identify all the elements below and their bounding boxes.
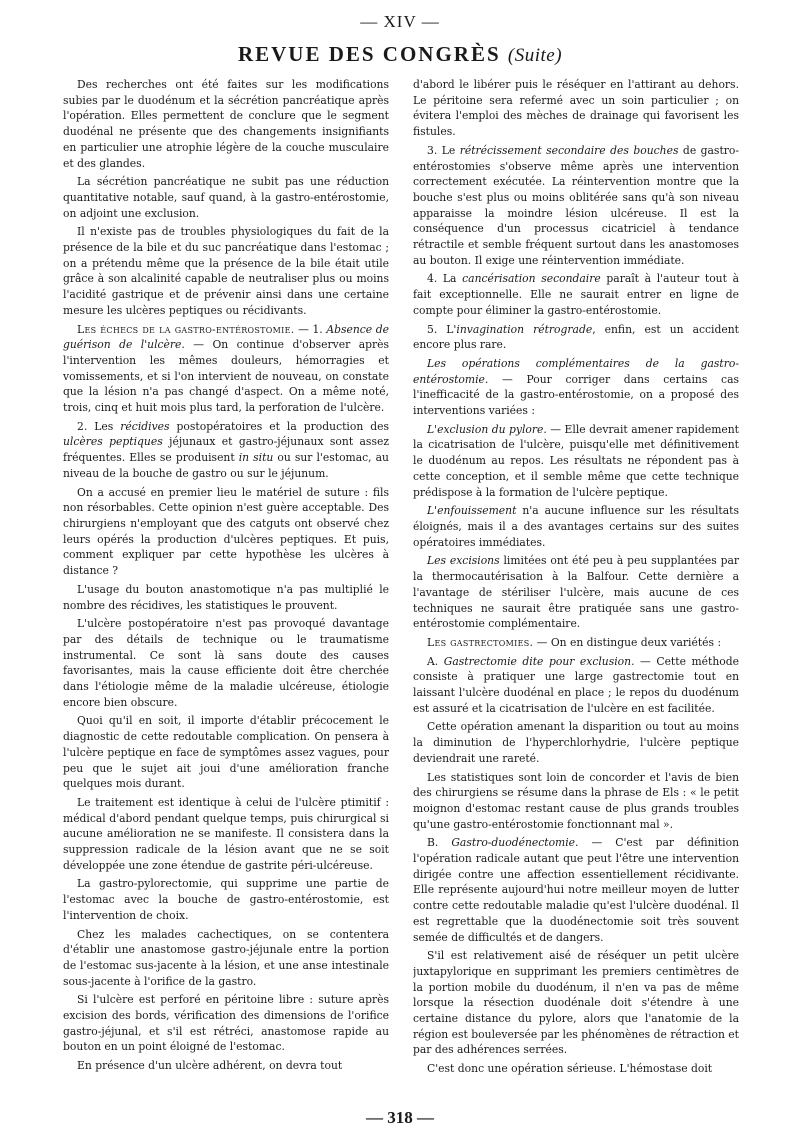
text-run: — C'est par définition l'opération radicale autant que peut l'être une intervention dirigée contre une affection essentiellement récidivante. Elle représente aujourd'hui notre meilleur moyen de lutter contre cette redoutable maladie qu'est l'ulcère duodénal. Il est regrettable que la duodénectomie soit très souvent semée de difficultés et de dangers. — [413, 836, 739, 944]
text-run: ou sur l'estomac, au niveau de la bouche de gastro ou sur le jéjunum. — [63, 451, 389, 480]
text-run: A. — [427, 654, 444, 668]
italic-run: invagination rétrograde — [456, 322, 593, 336]
italic-run: cancérisation secondaire — [462, 272, 601, 286]
paragraph — [413, 322, 739, 353]
paragraph — [413, 654, 739, 717]
paragraph — [63, 419, 389, 482]
italic-run: Absence de guérison de l'ulcère. — [63, 322, 389, 352]
paragraph: S'il est relativement aisé de réséquer un petit ulcère juxtapylorique en supprimant les premiers centimètres de la portion mobile du duodénum, il n'en va pas de même lorsque la résection duodénale doit s'étendre à une certaine distance du pylore, alors que l'anatomie de la région est bouleversée par les phénomènes de rétraction et par des adhérences serrées. — [413, 949, 739, 1057]
paragraph: Il n'existe pas de troubles physiologiques du fait de la présence de la bile et du suc pancréatique dans l'estomac ; on a prétendu même que la présence de la bile était utile grâce à son alcalinité capable de neutraliser plus ou moins l'acidité gastrique et de prévenir ainsi dans une certaine mesure les ulcères peptiques ou récidivants. — [63, 225, 389, 317]
paragraph: Si l'ulcère est perforé en péritoine libre : suture après excision des bords, vérification des dimensions de l'orifice gastro-jéjunal, et s'il est rétréci, anastomose rapide au bouton en un point éloigné de l'estomac. — [63, 993, 389, 1054]
running-head — [0, 42, 800, 68]
text-run: — On continue d'observer après l'intervention les mêmes douleurs, hémorragies et vomissements, et si l'on intervient de nouveau, on constate que la lésion n'a pas changé d'aspect. On a même noté, trois, cinq et huit mois plus tard, la perforation de l'ulcère. — [63, 338, 389, 415]
paragraph — [413, 553, 739, 632]
page-title: REVUE DES CONGRÈS — [237, 42, 501, 66]
text-run: n'a aucune influence sur les résultats éloignés, mais il a des avantages certains sur des suites opératoires immédiates. — [413, 504, 739, 549]
text-run: 5. L' — [427, 322, 457, 336]
italic-run: in situ — [238, 451, 274, 465]
paragraph: La gastro-pylorectomie, qui supprime une partie de l'estomac avec la bouche de gastro-entérostomie, est l'intervention de choix. — [63, 877, 389, 922]
paragraph — [63, 322, 389, 416]
paragraph: C'est donc une opération sérieuse. L'hémostase doit — [427, 1062, 713, 1076]
paragraph: Cette opération amenant la disparition ou tout au moins la diminution de l'hyperchlorhydrie, l'ulcère peptique deviendrait une rareté. — [413, 720, 739, 765]
text-run: — Pour corriger dans certains cas l'inefficacité de la gastro-entérostomie, on a proposé des interventions variées : — [413, 372, 739, 418]
paragraph: Le traitement est identique à celui de l'ulcère ptimitif : médical d'abord pendant quelque temps, puis chirurgical si aucune amélioration ne se manifeste. Il consistera dans la suppression radicale de la lésion avant que ne se soit développée une zone étendue de gastrite péri-ulcéreuse. — [63, 795, 389, 872]
italic-run: Les opérations complémentaires de la gastro-entérostomie. — [413, 356, 739, 386]
text-run: , enfin, est un accident encore plus rare. — [413, 322, 739, 352]
text-run: jéjunaux et gastro-jéjunaux sont assez fréquentes. Elles se produisent — [63, 435, 389, 465]
paragraph: d'abord le libérer puis le réséquer en l'attirant au dehors. Le péritoine sera refermé avec un soin particulier ; on évitera l'emploi des mèches de drainage qui favorisent les fistules. — [413, 78, 739, 139]
text-run: 1. — [312, 322, 327, 336]
section-heading: Les échecs de la gastro-entérostomie. — [77, 322, 295, 336]
italic-run: rétrécissement secondaire des bouches — [459, 143, 679, 157]
section-heading: Les gastrectomies. — [427, 635, 534, 649]
right-column — [413, 77, 739, 1082]
text-run: — On en distingue deux variétés : — [533, 635, 722, 649]
text-run: postopératoires et la production des — [169, 419, 389, 433]
paragraph: On a accusé en premier lieu le matériel de suture : fils non résorbables. Cette opinion n'est guère acceptable. Des chirurgiens n'employant que des catguts ont observé chez leurs opérés la production d'ulcères peptiques. Et puis, comment expliquer par cette hypothèse les ulcères à distance ? — [63, 485, 389, 578]
italic-run: récidives — [120, 419, 170, 433]
paragraph — [413, 422, 739, 501]
paragraph: L'ulcère postopératoire n'est pas provoqué davantage par des détails de technique ou le traumatisme instrumental. Ce sont là sans doute des causes favorisantes, mais la cause efficiente doit être cherchée dans l'étiologie même de la maladie ulcéreuse, étiologie encore bien obscure. — [63, 617, 389, 709]
italic-run: Gastrectomie dite pour exclusion. — [443, 654, 635, 668]
paragraph: Quoi qu'il en soit, il importe d'établir précocement le diagnostic de cette redoutable complication. On pensera à l'ulcère peptique en face de symptômes assez vagues, pour peu que le sujet ait joui d'une amélioration franche quelques mois durant. — [63, 714, 389, 791]
folio-roman: — XIV — — [360, 12, 440, 31]
text-run: — Cette méthode consiste à pratiquer une large gastrectomie tout en laissant l'ulcère duodénal en place ; le repos du duodénum est assuré et la cicatrisation de l'ulcère en est facilitée. — [413, 654, 739, 715]
paragraph: Chez les malades cachectiques, on se contentera d'établir une anastomose gastro-jéjunale entre la portion de l'estomac sus-jacente à la lésion, et une anse intestinale sous-jacente à l'orifice de la gastro. — [63, 927, 389, 988]
paragraph — [413, 356, 739, 419]
paragraph — [413, 143, 739, 269]
text-run: de gastro-entérostomies s'observe même après une intervention correctement exécutée. La réintervention montre que la bouche s'est plus ou moins oblitérée sans qu'à son niveau apparaisse la moindre lésion ulcéreuse. Il est la conséquence d'un processus cicatriciel à tendance rétractile et semble fréquent surtout dans les anastomoses au bouton. Il exige une réintervention immédiate. — [413, 143, 739, 267]
paragraph — [413, 271, 739, 318]
text-run: paraît à l'auteur tout à fait exceptionnelle. Elle ne saurait entrer en ligne de compte pour éliminer la gastro-entérostomie. — [413, 272, 739, 317]
paragraph: Des recherches ont été faites sur les modifications subies par le duodénum et la sécrétion pancréatique après l'opération. Elles permettent de conclure que le segment duodénal ne présente que des changements insignifiants en particulier une atrophie légère de la couche musculaire et des glandes. — [63, 78, 389, 170]
page-number: — 318 — — [366, 1108, 434, 1127]
text-run: limitées ont été peu à peu supplantées par la thermocautérisation à la Balfour. Cette dernière a l'avantage de stériliser l'ulcère, mais aucune de ces techniques ne saurait être pratiquée sans une gastro-entérostomie complémentaire. — [413, 554, 739, 631]
text-run: — — [294, 322, 313, 336]
italic-run: L'exclusion du pylore. — [427, 422, 547, 436]
paragraph: En présence d'un ulcère adhérent, on devra tout — [77, 1059, 343, 1073]
text-run: 2. Les — [77, 419, 121, 433]
italic-run: Les excisions — [427, 554, 500, 568]
paragraph: L'usage du bouton anastomotique n'a pas multiplié le nombre des récidives, les statistiques le prouvent. — [63, 582, 389, 612]
italic-run: Gastro-duodénectomie. — [451, 836, 579, 850]
text-run: 3. Le — [427, 143, 460, 157]
title-suffix: (Suite) — [507, 45, 563, 66]
text-run: — Elle devrait amener rapidement la cicatrisation de l'ulcère, puisqu'elle met définitivement le duodénum au repos. Les résultats ne répondent pas à cette conception, et il semble même que cette technique prédispose à la formation de l'ulcère peptique. — [413, 422, 739, 499]
paragraph — [413, 635, 739, 651]
left-column — [63, 77, 389, 1082]
paragraph — [413, 503, 739, 550]
paragraph: Les statistiques sont loin de concorder et l'avis de bien des chirurgiens se résume dans la phrase de Els : « le petit moignon d'estomac restant cause de plus grands troubles qu'une gastro-entérostomie fonctionnant mal ». — [413, 770, 739, 831]
italic-run: L'enfouissement — [427, 504, 517, 518]
paragraph: La sécrétion pancréatique ne subit pas une réduction quantitative notable, sauf quand, à la gastro-entérostomie, on adjoint une exclusion. — [63, 175, 389, 220]
text-run: B. — [427, 836, 452, 850]
text-run: 4. La — [427, 272, 463, 286]
paragraph — [413, 835, 739, 945]
italic-run: ulcères peptiques — [63, 435, 163, 449]
